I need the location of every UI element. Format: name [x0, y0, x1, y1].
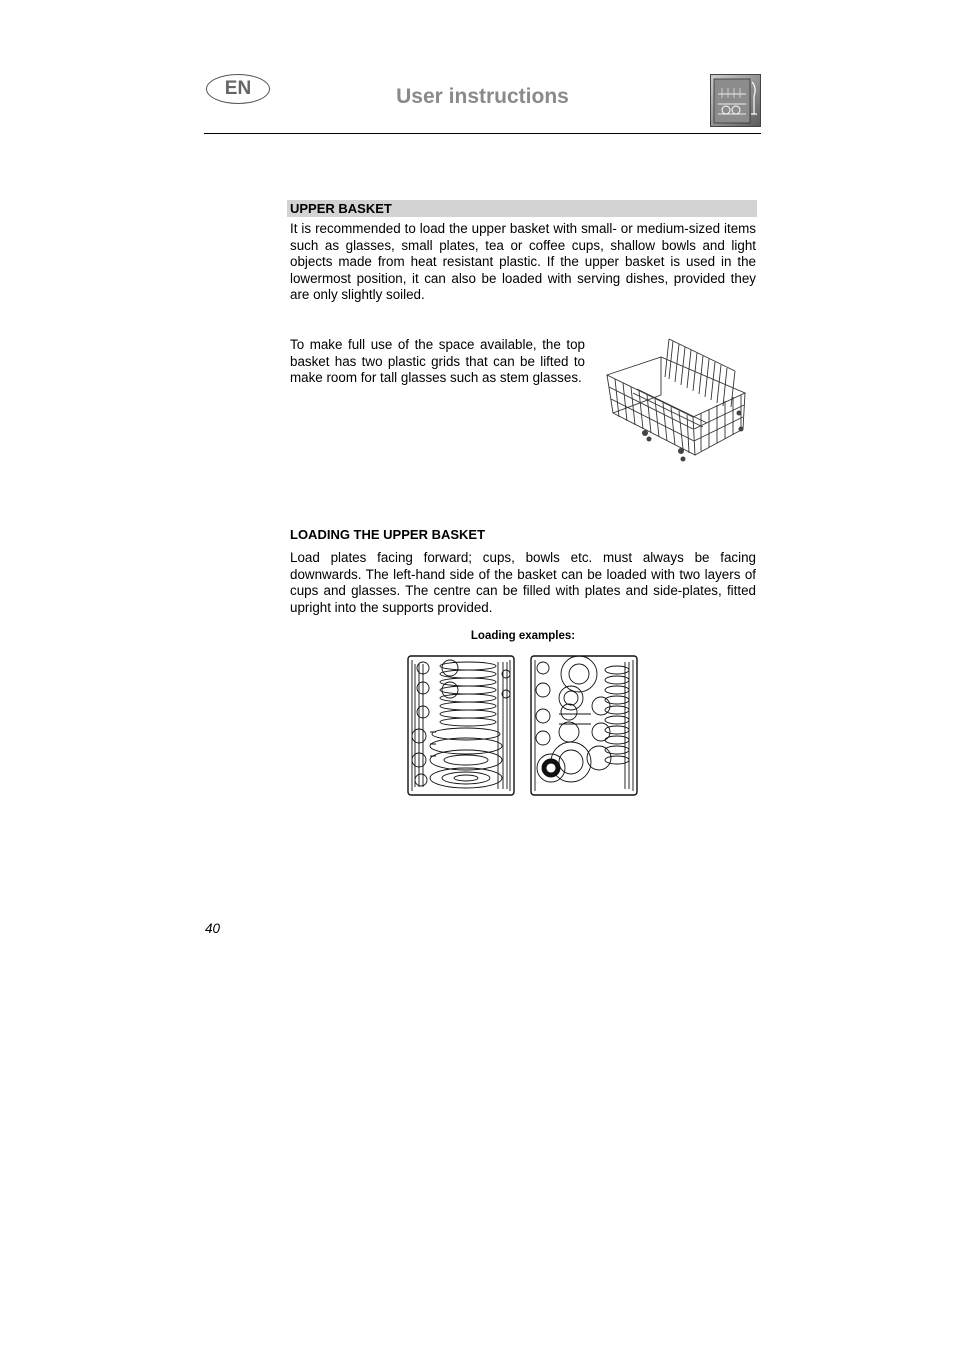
- grid-paragraph: To make full use of the space available, the top basket has two plastic grids that can be lifted to make room for tall glasses such as stem glasses.: [290, 337, 585, 386]
- page-title: User instructions: [396, 85, 569, 108]
- loading-heading: LOADING THE UPPER BASKET: [290, 527, 486, 542]
- upper-basket-illustration: [603, 333, 749, 468]
- language-code: EN: [224, 78, 252, 99]
- loading-example-rack-left: [406, 654, 516, 797]
- section-heading-bar: [287, 200, 757, 217]
- intro-paragraph: It is recommended to load the upper basket with small- or medium-sized items such as glasses, small plates, tea or coffee cups, shallow bowls and light objects made from heat resistant plastic. If the upper basket is used in the lowermost position, it can also be loaded with serving dishes, provided they are only slightly soiled.: [290, 221, 756, 303]
- language-badge: [206, 74, 270, 104]
- loading-example-rack-right: [529, 654, 639, 797]
- dishwasher-icon: [710, 74, 761, 127]
- section-heading: UPPER BASKET: [290, 201, 392, 216]
- loading-paragraph: Load plates facing forward; cups, bowls etc. must always be facing downwards. The left-hand side of the basket can be loaded with two layers of cups and glasses. The centre can be filled with plates and side-plates, fitted upright into the supports provided.: [290, 550, 756, 615]
- loading-examples-caption: Loading examples:: [470, 630, 576, 642]
- header-divider: [204, 133, 761, 134]
- page-number: 40: [205, 921, 221, 936]
